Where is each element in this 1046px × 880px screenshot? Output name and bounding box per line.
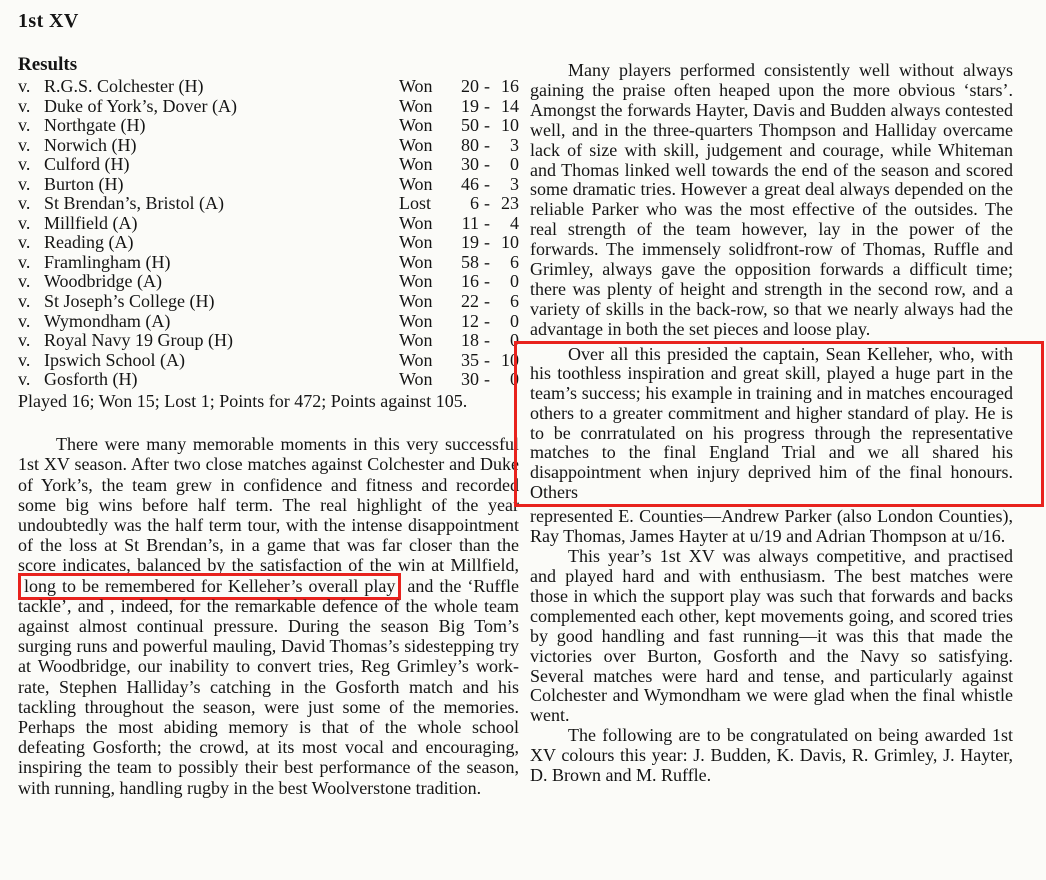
opponent-name: R.G.S. Colchester (H) xyxy=(44,76,204,96)
results-table xyxy=(18,77,519,390)
right-column xyxy=(530,61,1013,786)
season-style-paragraph: This year’s 1st XV was always competitive, and practised and played hard and with enthusiasm. The best matches were those in which the support play was such that forwards and backs complemented each other, kept movements going, and scored tries by good handling and fast running—it was this that made the victories over Burton, Gosforth and the Navy so satisfying. Several matches were hard and tense, and particularly against Colchester and Wymondham we were glad when the final whistle went. xyxy=(530,546,1013,726)
score-for: 18 xyxy=(461,330,479,351)
score-against: 0 xyxy=(510,271,519,292)
score-for: 22 xyxy=(461,291,479,312)
match-outcome: Won xyxy=(399,271,433,292)
match-outcome: Won xyxy=(399,212,433,233)
opponent-name: St Brendan’s, Bristol (A) xyxy=(44,193,224,214)
result-row xyxy=(18,312,519,332)
score-separator: - xyxy=(484,232,490,253)
result-row xyxy=(18,97,519,117)
opponent-name: Gosforth (H) xyxy=(44,369,138,390)
opponent-name: Wymondham (A) xyxy=(44,310,171,331)
score-against: 6 xyxy=(510,251,519,272)
players-paragraph: Many players performed consistently well without always gaining the praise often heaped upon the more obvious ‘stars’. Amongst the forwards Hayter, Davis and Budden always contested well, and in the three-quarters Thompson and Halliday overcame lack of size with skill, judgement and courage, while Whiteman and Thomas linked well towards the end of the season and scored some dramatic tries. However a great deal always depended on the reliable Parker who was the most effective of the outsides. The real strength of the team however, lay in the power of the forwards. The immensely solidfront-row of Thomas, Ruffle and Grimley, always gave the opposition forwards a difficult time; there was plenty of height and strength in the second row, and a variety of skills in the back-row, so that we nearly always had the advantage in both the set pieces and loose play. xyxy=(530,60,1013,339)
captain-paragraph-continuation: represented E. Counties—Andrew Parker (also London Counties), Ray Thomas, James Hayter at u/19 and Adrian Thompson at u/16. xyxy=(530,506,1013,547)
score-against: 4 xyxy=(510,212,519,233)
versus-marker: v. xyxy=(18,212,31,233)
opponent-name: Framlingham (H) xyxy=(44,251,171,272)
score-against: 10 xyxy=(501,349,519,370)
highlighted-paragraph-box xyxy=(514,341,1044,508)
opponent-name: Woodbridge (A) xyxy=(44,271,163,292)
result-row xyxy=(18,175,519,195)
score-against: 10 xyxy=(501,232,519,253)
match-outcome: Won xyxy=(399,369,433,390)
versus-marker: v. xyxy=(18,271,31,292)
score-separator: - xyxy=(484,134,490,155)
match-outcome: Won xyxy=(399,154,433,175)
versus-marker: v. xyxy=(18,349,31,370)
score-for: 19 xyxy=(461,232,479,253)
match-outcome: Won xyxy=(399,232,433,253)
match-outcome: Won xyxy=(399,173,433,194)
result-row xyxy=(18,136,519,156)
score-separator: - xyxy=(484,76,490,96)
score-for: 19 xyxy=(461,95,479,116)
match-outcome: Won xyxy=(399,349,433,370)
result-row xyxy=(18,331,519,351)
versus-marker: v. xyxy=(18,115,31,136)
opponent-name: Burton (H) xyxy=(44,173,124,194)
versus-marker: v. xyxy=(18,291,31,312)
score-for: 6 xyxy=(470,193,479,214)
score-for: 35 xyxy=(461,349,479,370)
match-outcome: Lost xyxy=(399,193,432,214)
match-outcome: Won xyxy=(399,310,433,331)
result-row xyxy=(18,253,519,273)
score-against: 3 xyxy=(510,134,519,155)
score-separator: - xyxy=(484,173,490,194)
score-for: 46 xyxy=(461,173,479,194)
opponent-name: Royal Navy 19 Group (H) xyxy=(44,330,233,351)
result-row xyxy=(18,116,519,136)
versus-marker: v. xyxy=(18,310,31,331)
score-for: 16 xyxy=(461,271,479,292)
score-separator: - xyxy=(484,251,490,272)
score-against: 23 xyxy=(501,193,519,214)
versus-marker: v. xyxy=(18,232,31,253)
score-separator: - xyxy=(484,212,490,233)
result-row xyxy=(18,155,519,175)
opponent-name: Millfield (A) xyxy=(44,212,138,233)
opponent-name: Northgate (H) xyxy=(44,115,146,136)
captain-paragraph: Over all this presided the captain, Sean Kelleher, who, with his toothless inspiration and great skill, played a huge part in the team’s success; his example in training and in matches encouraged others to a greater commitment and higher standard of play. He is to be conrratulated on his progress through the representative matches to the final England Trial and we all shared his disappointment when injury deprived him of the final honours. Others xyxy=(530,343,1013,502)
results-heading: Results xyxy=(18,54,78,75)
score-for: 50 xyxy=(461,115,479,136)
opponent-name: Culford (H) xyxy=(44,154,130,175)
versus-marker: v. xyxy=(18,154,31,175)
left-column xyxy=(18,10,519,798)
score-against: 0 xyxy=(510,330,519,351)
result-row xyxy=(18,194,519,214)
score-separator: - xyxy=(484,369,490,390)
score-for: 30 xyxy=(461,154,479,175)
score-separator: - xyxy=(484,115,490,136)
result-row xyxy=(18,214,519,234)
opponent-name: Ipswich School (A) xyxy=(44,349,185,370)
score-for: 11 xyxy=(461,212,479,233)
result-row xyxy=(18,351,519,371)
score-against: 10 xyxy=(501,115,519,136)
match-outcome: Won xyxy=(399,251,433,272)
score-for: 80 xyxy=(461,134,479,155)
result-row xyxy=(18,77,519,97)
result-row xyxy=(18,272,519,292)
score-separator: - xyxy=(484,291,490,312)
score-against: 3 xyxy=(510,173,519,194)
score-for: 20 xyxy=(461,76,479,96)
page-title: 1st XV xyxy=(18,10,79,32)
match-outcome: Won xyxy=(399,330,433,351)
season-report-paragraph xyxy=(18,434,519,798)
score-against: 16 xyxy=(501,76,519,96)
match-outcome: Won xyxy=(399,291,433,312)
match-outcome: Won xyxy=(399,95,433,116)
colours-paragraph: The following are to be congratulated on being awarded 1st XV colours this year: J. Budden, K. Davis, R. Grimley, J. Hayter, D. Brown and M. Ruffle. xyxy=(530,725,1013,786)
score-separator: - xyxy=(484,95,490,116)
score-separator: - xyxy=(484,310,490,331)
match-outcome: Won xyxy=(399,115,433,136)
opponent-name: Duke of York’s, Dover (A) xyxy=(44,95,237,116)
report-text-after-highlight: and the ‘Ruffle tackle’, and , indeed, for the remarkable defence of the whole team against almost continual pressure. During the season Big Tom’s surging runs and powerful mauling, David Thomas’s sidestepping try at Woodbridge, our inability to convert tries, Reg Grimley’s work-rate, Stephen Halliday’s catching in the Gosforth match and his tackling throughout the season, were just some of the memories. Perhaps the most abiding memory is that of the whole school defeating Gosforth; the crowd, at its most vocal and encouraging, inspiring the team to possibly their best performance of the season, with running, handling rugby in the best Woolverstone tradition. xyxy=(18,575,520,798)
versus-marker: v. xyxy=(18,134,31,155)
match-outcome: Won xyxy=(399,76,433,96)
score-separator: - xyxy=(484,349,490,370)
score-against: 0 xyxy=(510,369,519,390)
score-against: 0 xyxy=(510,154,519,175)
opponent-name: St Joseph’s College (H) xyxy=(44,291,215,312)
score-separator: - xyxy=(484,271,490,292)
versus-marker: v. xyxy=(18,95,31,116)
result-row xyxy=(18,370,519,390)
result-row xyxy=(18,233,519,253)
report-text-before-highlight: There were many memorable moments in this very successful 1st XV season. After two close matches against Colchester and Duke of York’s, the team grew in confidence and fitness and recorded some big wins before half term. The real highlight of the year undoubtedly was the half term tour, with the intense disappointment of the loss at St Brendan’s, in a game that was far closer than the score indicates, balanced by the satisfaction of the win at Millfield, xyxy=(18,434,519,576)
versus-marker: v. xyxy=(18,76,31,96)
match-outcome: Won xyxy=(399,134,433,155)
versus-marker: v. xyxy=(18,173,31,194)
versus-marker: v. xyxy=(18,251,31,272)
versus-marker: v. xyxy=(18,330,31,351)
result-row xyxy=(18,292,519,312)
opponent-name: Reading (A) xyxy=(44,232,134,253)
score-for: 58 xyxy=(461,251,479,272)
score-for: 30 xyxy=(461,369,479,390)
versus-marker: v. xyxy=(18,193,31,214)
opponent-name: Norwich (H) xyxy=(44,134,137,155)
score-against: 14 xyxy=(501,95,519,116)
score-separator: - xyxy=(484,154,490,175)
score-against: 0 xyxy=(510,310,519,331)
results-summary: Played 16; Won 15; Lost 1; Points for 472; Points against 105. xyxy=(18,390,468,411)
score-for: 12 xyxy=(461,310,479,331)
score-separator: - xyxy=(484,330,490,351)
versus-marker: v. xyxy=(18,369,31,390)
score-against: 6 xyxy=(510,291,519,312)
highlighted-phrase: long to be remembered for Kelleher’s overall play xyxy=(18,573,401,600)
score-separator: - xyxy=(484,193,490,214)
